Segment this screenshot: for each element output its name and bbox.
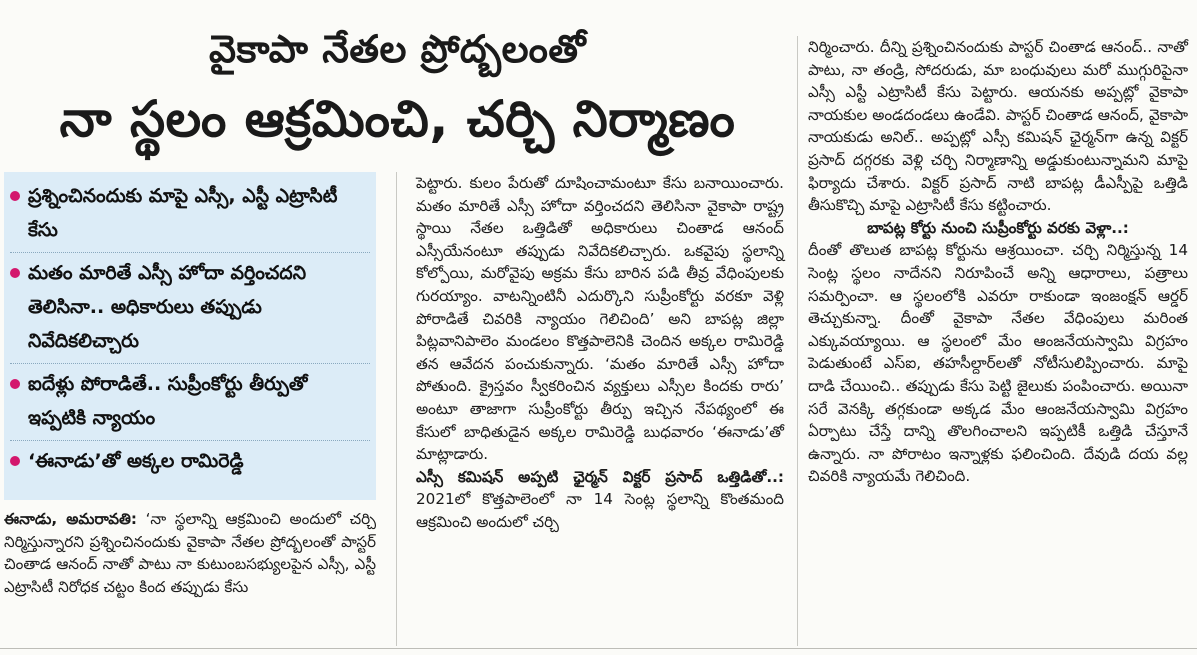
bullet-icon — [10, 191, 20, 201]
highlights-box — [4, 172, 376, 500]
headline-line-2: నా స్థలం ఆక్రమించి, చర్చి నిర్మాణం — [59, 90, 736, 148]
article-paragraph: నిర్మించారు. దీన్ని ప్రశ్నించినందుకు పాస్టర్ చింతాడ ఆనంద్.. నాతో పాటు, నా తండ్రి, సోదరుడు, మా బంధువులు మరో ముగ్గురిపైనా ఎస్సీ ఎస్టీ ఎట్రాసిటీ కేసు పెట్టారు. ఆయనకు అప్పట్లో వైకాపా నాయకుల అండదండలు ఉండేవి. పాస్టర్ చింతాడ ఆనంద్, వైకాపా నాయకుడు అనిల్.. అప్పట్లో ఎస్సీ కమిషన్ ఛైర్మన్‌గా ఉన్న విక్టర్ ప్రసాద్ దగ్గరకు వెళ్లి చర్చి నిర్మాణాన్ని అడ్డుకుంటున్నామని మాపై ఫిర్యాదు చేశారు. విక్టర్ ప్రసాద్ నాటి బాపట్ల డీఎస్పీపై ఒత్తిడి తీసుకొచ్చి మాపై ఎట్రాసిటీ కేసు కట్టించారు. — [808, 38, 1188, 215]
article-text: 2021లో కొత్తపాలెంలో నా 14 సెంట్ల స్థలాన్ని కొంతమంది ఆక్రమించి అందులో చర్చి — [416, 490, 784, 531]
highlight-item — [10, 364, 370, 441]
highlight-item — [10, 441, 370, 483]
column-divider — [396, 172, 397, 646]
dateline: ఈనాడు, అమరావతి: — [4, 510, 137, 528]
article-paragraph — [416, 466, 784, 534]
article-column-1 — [4, 508, 376, 598]
highlight-text: ‘ఈనాడు’తో అక్కల రామిరెడ్డి — [28, 450, 244, 472]
subheading: బాపట్ల కోర్టు నుంచి సుప్రీంకోర్టు వరకు వెళ్లా..: — [867, 218, 1129, 237]
article-paragraph: దీంతో తొలుత బాపట్ల కోర్టును ఆశ్రయించా. చర్చి నిర్మిస్తున్న 14 సెంట్ల స్థలం నాదేనని నిరూపించే అన్ని ఆధారాలు, పత్రాలు సమర్పించా. ఆ స్థలంలోకి ఎవరూ రాకుండా ఇంజంక్షన్ ఆర్డర్ తెచ్చుకున్నా. దీంతో వైకాపా నేతల వేధింపులు మరింత ఎక్కువయ్యాయి. ఆ స్థలంలో మేం ఆంజనేయస్వామి విగ్రహం పెడుతుంటే ఎస్ఐ, తహసీల్దార్‌లతో నోటీసులిప్పించారు. మాపై దాడి చేయించి.. తప్పుడు కేసు పెట్టి జైలుకు పంపించారు. అయినా సరే వెనక్కి తగ్గకుండా అక్కడ మేం ఆంజనేయస్వామి విగ్రహం ఏర్పాటు చేస్తే దాన్ని తొలగించాలని ఇప్పటికీ ఒత్తిడి చేస్తూనే ఉన్నారు. నా పోరాటం ఇన్నాళ్లకు ఫలించింది. దేవుడి దయ వల్ల చివరికి న్యాయమే గెలిచింది. — [808, 241, 1188, 486]
bullet-icon — [10, 456, 20, 466]
article-paragraph: పెట్టారు. కులం పేరుతో దూషించామంటూ కేసు బనాయించారు. మతం మారితే ఎస్సీ హోదా వర్తించదని తెలిసినా వైకాపా రాష్ట్ర స్థాయి నేతల ఒత్తిడితో అధికారులు చింతాడ ఆనంద్ ఎస్సీయేనంటూ తప్పుడు నివేదికలిచ్చారు. ఒకవైపు స్థలాన్ని కోల్పోయి, మరోవైపు అక్రమ కేసు బారిన పడి తీవ్ర వేధింపులకు గురయ్యాం. వాటన్నింటినీ ఎదుర్కొని సుప్రీంకోర్టు వరకూ వెళ్లి పోరాడితే చివరికి న్యాయం గెలిచింది’ అని బాపట్ల జిల్లా పిట్లవానిపాలెం మండలం కొత్తపాలెనికి చెందిన అక్కల రామిరెడ్డి తన ఆవేదన పంచుకున్నారు. ‘మతం మారితే ఎస్సీ హోదా పోతుంది. క్రైస్తవం స్వీకరించిన వ్యక్తులు ఎస్సీల కిందకు రారు’ అంటూ తాజాగా సుప్రీంకోర్టు తీర్పు ఇచ్చిన నేపథ్యంలో ఈ కేసులో బాధితుడైన అక్కల రామిరెడ్డి బుధవారం ‘ఈనాడు’తో మాట్లాడారు. — [416, 174, 784, 464]
subheading: ఎస్సీ కమిషన్ అప్పటి ఛైర్మన్ విక్టర్ ప్రసాద్ ఒత్తిడితో..: — [416, 467, 784, 486]
headline — [0, 18, 795, 158]
article-paragraph — [4, 508, 376, 598]
highlight-item — [10, 176, 370, 253]
headline-line-1: వైకాపా నేతల ప్రోద్బలంతో — [209, 27, 586, 71]
article-column-2 — [416, 172, 784, 534]
bottom-rule — [0, 648, 1197, 649]
highlight-item — [10, 253, 370, 364]
article-text: ‘నా స్థలాన్ని ఆక్రమించి అందులో చర్చి నిర్మిస్తున్నారని ప్రశ్నించినందుకు వైకాపా నేతల ప్రోద్బలంతో పాస్టర్ చింతాడ ఆనంద్ నాతో పాటు నా కుటుంబసభ్యులపైన ఎస్సీ, ఎస్టీ ఎట్రాసిటీ నిరోధక చట్టం కింద తప్పుడు కేసు — [4, 510, 376, 596]
highlight-text: ఐదేళ్లు పోరాడితే.. సుప్రీంకోర్టు తీర్పుతో ఇప్పటికి న్యాయం — [28, 373, 308, 429]
bullet-icon — [10, 379, 20, 389]
column-divider — [797, 36, 798, 646]
highlight-text: ప్రశ్నించినందుకు మాపై ఎస్సీ, ఎస్టీ ఎట్రాసిటీ కేసు — [28, 185, 338, 241]
bullet-icon — [10, 268, 20, 278]
highlight-text: మతం మారితే ఎస్సీ హోదా వర్తించదని తెలిసినా.. అధికారులు తప్పుడు నివేదికలిచ్చారు — [28, 262, 307, 352]
article-column-3 — [808, 36, 1188, 488]
